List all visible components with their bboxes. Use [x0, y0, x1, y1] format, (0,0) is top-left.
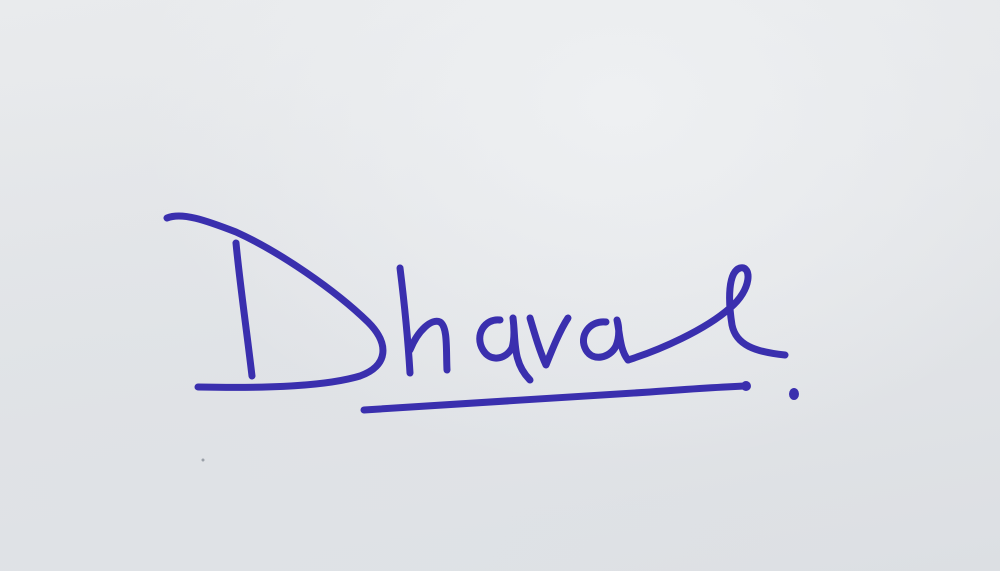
signature-period-dot: [789, 388, 799, 400]
signature-letter-d-stem: [236, 243, 252, 376]
signature-letter-v: [530, 318, 568, 365]
signature-letter-l: [628, 268, 785, 360]
signature-letter-h: [400, 268, 447, 373]
signature-underline-end-dot: [741, 381, 751, 391]
signature-letter-a-second: [583, 320, 628, 360]
signature-underline: [364, 386, 746, 410]
signature-letter-a-first: [480, 318, 530, 380]
paper-speck: [202, 459, 205, 462]
signature-letter-d-bowl: [167, 216, 383, 387]
